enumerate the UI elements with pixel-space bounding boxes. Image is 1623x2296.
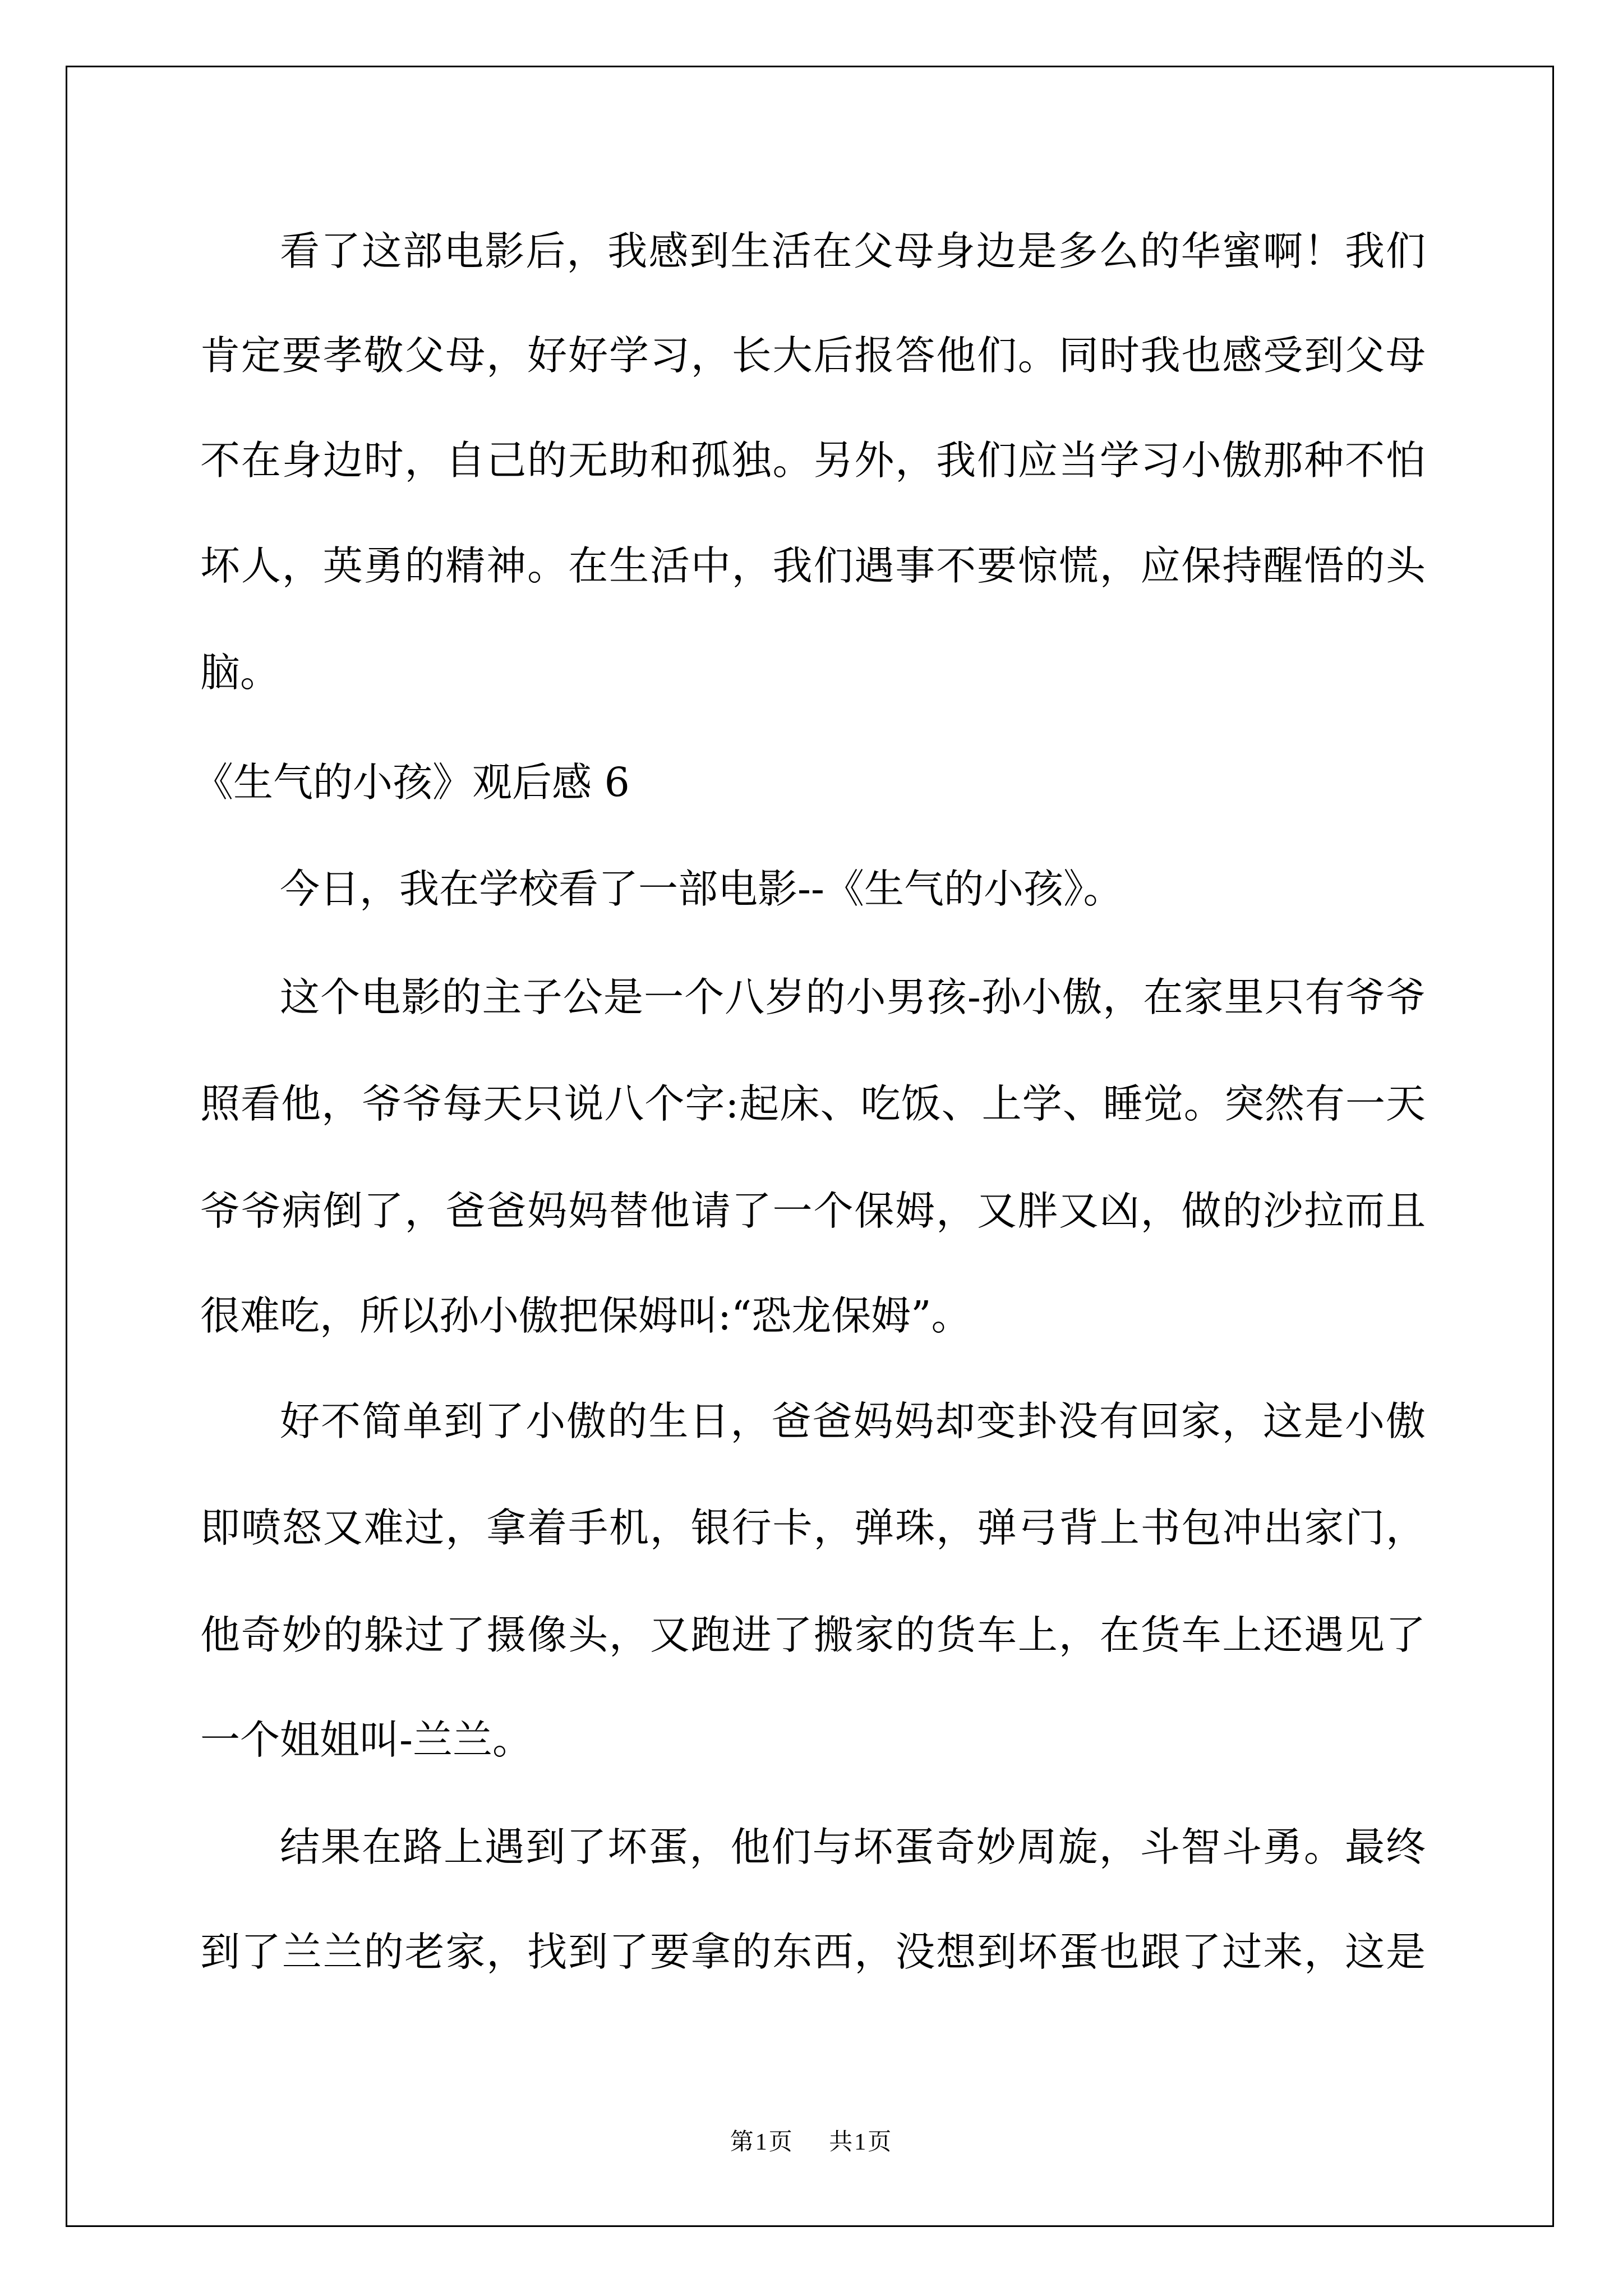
text-line: 这个电影的主子公是一个八岁的小男孩-孙小傲，在家里只有爷爷 (280, 974, 1426, 1020)
page-footer (0, 2125, 1623, 2159)
text-line: 今日，我在学校看了一部电影--《生气的小孩》。 (280, 866, 1123, 912)
text-line: 好不简单到了小傲的生日，爸爸妈妈却变卦没有回家，这是小傲 (280, 1398, 1426, 1444)
text-line: 看了这部电影后，我感到生活在父母身边是多么的华蜜啊！我们 (280, 228, 1426, 274)
text-line: 脑。 (200, 649, 280, 696)
text-line: 不在身边时，自己的无助和孤独。另外，我们应当学习小傲那种不怕 (200, 437, 1426, 484)
page-number: 第1页 (730, 2129, 794, 2155)
text-line: 坏人，英勇的精神。在生活中，我们遇事不要惊慌，应保持醒悟的头 (200, 542, 1426, 589)
text-line: 爷爷病倒了，爸爸妈妈替他请了一个保姆，又胖又凶，做的沙拉而且 (200, 1188, 1426, 1234)
page-border (66, 66, 1554, 2227)
text-line: 到了兰兰的老家，找到了要拿的东西，没想到坏蛋也跟了过来，这是 (200, 1929, 1426, 1975)
text-line: 照看他，爷爷每天只说八个字:起床、吃饭、上学、睡觉。突然有一天 (200, 1080, 1426, 1127)
text-line: 结果在路上遇到了坏蛋，他们与坏蛋奇妙周旋，斗智斗勇。最终 (280, 1824, 1426, 1870)
text-line: 他奇妙的躲过了摄像头，又跑进了搬家的货车上，在货车上还遇见了 (200, 1612, 1426, 1658)
section-heading: 《生气的小孩》观后感 6 (193, 759, 630, 806)
text-line: 很难吃，所以孙小傲把保姆叫:“恐龙保姆”。 (200, 1292, 971, 1339)
text-line: 肯定要孝敬父母，好好学习，长大后报答他们。同时我也感受到父母 (200, 332, 1426, 379)
text-line: 即喷怒又难过，拿着手机，银行卡，弹珠，弹弓背上书包冲出家门， (200, 1504, 1426, 1551)
page-total: 共1页 (829, 2129, 893, 2155)
text-line: 一个姐姐叫-兰兰。 (200, 1717, 532, 1763)
